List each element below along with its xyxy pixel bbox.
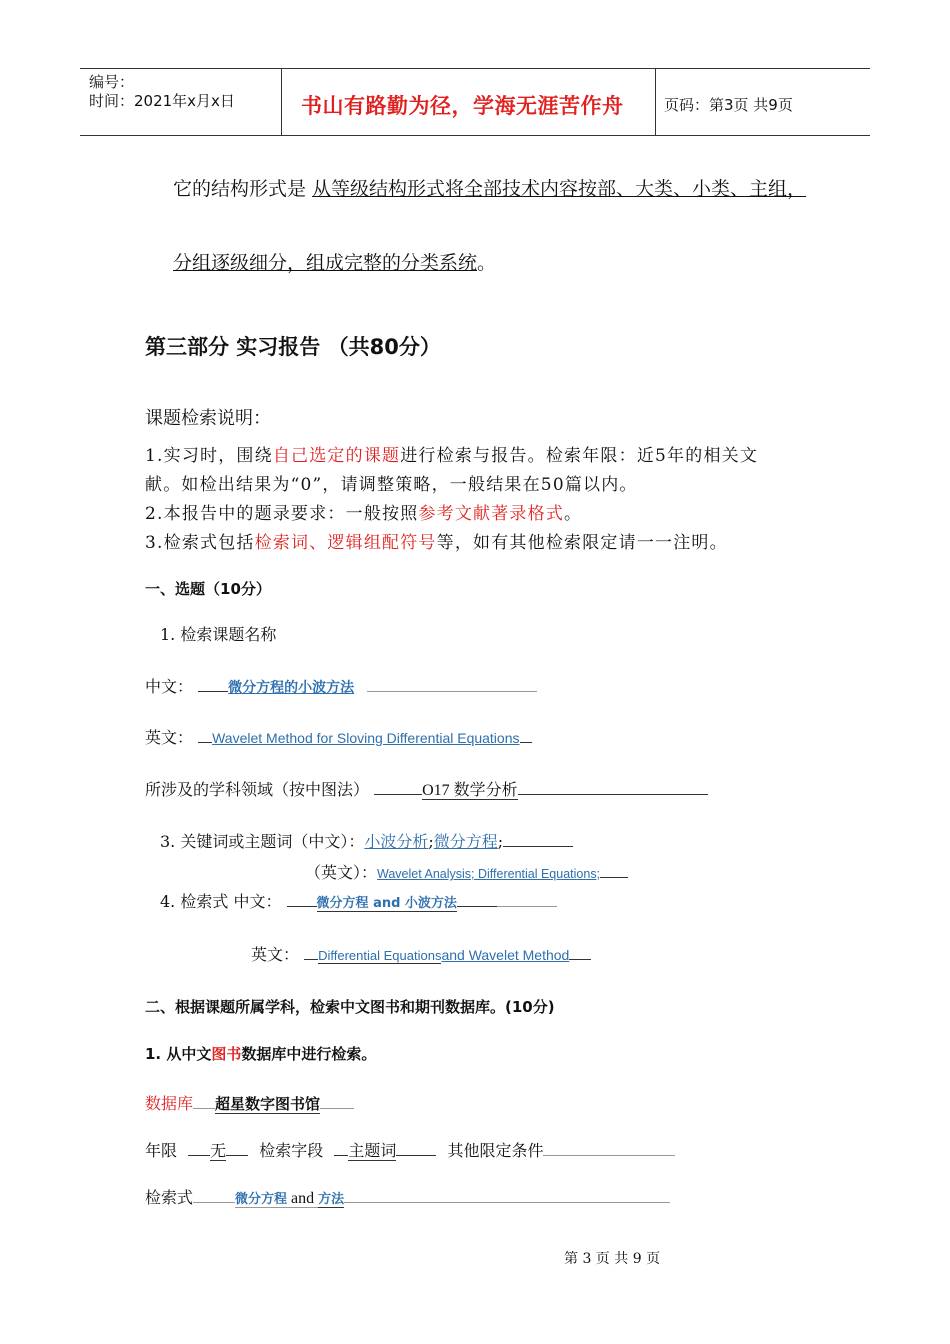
search-cn-row <box>160 889 557 912</box>
header-time-label: 时间：2021年x月x日 <box>89 92 235 110</box>
instruction-3-text-b: 等，如有其他检索限定请一一注明。 <box>436 533 728 553</box>
keywords-row <box>160 829 573 852</box>
intro-line-2 <box>173 248 496 275</box>
query-label: 检索式 <box>145 1188 194 1207</box>
field-value[interactable]: 主题词 <box>348 1141 397 1160</box>
keywords-en-label: （英文）： <box>305 863 378 882</box>
blank <box>198 726 212 743</box>
field-label: 检索字段 <box>259 1141 324 1160</box>
keywords-en-value[interactable]: Wavelet Analysis; Differential Equations; <box>377 867 601 881</box>
header-bottom-rule <box>80 135 870 136</box>
topic-en-label: 英文： <box>145 728 194 747</box>
blank <box>457 890 497 907</box>
search-cn-value[interactable]: 微分方程 and 小波方法 <box>316 896 457 911</box>
blank <box>334 1139 348 1156</box>
blank <box>374 778 422 795</box>
blank <box>304 943 318 960</box>
instruction-1-text-b: 进行检索与报告。检索年限：近5年的相关文 <box>400 446 759 466</box>
header-divider-left <box>281 68 282 136</box>
topic-cn-row <box>145 674 537 697</box>
instruction-item-2 <box>145 499 582 524</box>
database-row <box>145 1091 354 1114</box>
blank <box>320 1092 354 1109</box>
blank <box>569 943 591 960</box>
query-value-2[interactable]: 方法 <box>318 1192 345 1207</box>
section2-heading: 二、根据课题所属学科，检索中文图书和期刊数据库。(10分) <box>145 998 555 1016</box>
topic-cn-value[interactable]: 微分方程的小波方法 <box>228 680 355 696</box>
intro-line-1 <box>173 174 806 201</box>
database-value[interactable]: 超星数字图书馆 <box>215 1095 321 1113</box>
instruction-2-text-a: 2.本报告中的题录要求：一般按照 <box>145 504 419 524</box>
instruction-1-highlight: 自己选定的课题 <box>272 446 401 466</box>
intro-answer-line2: 分组逐级细分，组成完整的分类系统 <box>173 252 478 274</box>
blank <box>396 1139 436 1156</box>
blank <box>226 1139 248 1156</box>
section2-sub1-highlight: 图书 <box>211 1045 242 1063</box>
topic-en-value[interactable]: Wavelet Method for Sloving Differential Equations <box>212 730 520 746</box>
blank <box>520 726 532 743</box>
instruction-3-text-a: 3.检索式包括 <box>145 533 255 553</box>
query-value-1[interactable]: 微分方程 <box>235 1192 288 1207</box>
topic-label: 1. 检索课题名称 <box>160 625 277 644</box>
query-row <box>145 1185 670 1208</box>
intro-answer-line1: 从等级结构形式将全部技术内容按部、大类、小类、主组， <box>312 178 807 200</box>
limits-row <box>145 1138 675 1161</box>
keyword-cn-end: ; <box>497 832 504 851</box>
keyword-cn-1[interactable]: 小波分析 <box>364 832 429 851</box>
keywords-en-row <box>305 860 628 883</box>
header-motto: 书山有路勤为径，学海无涯苦作舟 <box>301 94 624 118</box>
blank <box>287 890 317 907</box>
keyword-cn-2[interactable]: 微分方程 <box>433 832 498 851</box>
instruction-1-text-a: 1.实习时，围绕 <box>145 446 273 466</box>
header-divider-right <box>655 68 656 136</box>
search-en-value-1[interactable]: Differential Equations <box>318 948 442 963</box>
topic-cn-label: 中文： <box>145 677 194 696</box>
header-code-label: 编号： <box>89 73 135 91</box>
instruction-item-1-cont: 献。如检出结果为“0”，请调整策略，一般结果在50篇以内。 <box>145 475 638 495</box>
blank <box>198 675 228 692</box>
other-conditions-label: 其他限定条件 <box>447 1141 544 1160</box>
search-label: 4. 检索式 中文： <box>160 892 282 911</box>
intro-suffix: 。 <box>477 252 497 274</box>
instructions-heading: 课题检索说明： <box>145 408 271 429</box>
query-operator: and <box>287 1190 319 1207</box>
blank <box>344 1186 670 1203</box>
instruction-item-3 <box>145 528 728 553</box>
instruction-2-text-b: 。 <box>564 504 583 524</box>
blank <box>518 778 708 795</box>
subject-value[interactable]: O17 数学分析 <box>422 782 518 799</box>
subject-row <box>145 777 708 800</box>
blank <box>503 830 573 847</box>
instruction-2-highlight: 参考文献著录格式 <box>418 504 565 524</box>
topic-en-row <box>145 725 532 748</box>
header-page-info: 页码：第3页 共9页 <box>664 96 793 114</box>
search-en-label: 英文： <box>251 945 300 964</box>
instruction-item-1 <box>145 441 758 466</box>
years-label: 年限 <box>145 1141 178 1160</box>
blank <box>188 1139 210 1156</box>
years-value[interactable]: 无 <box>210 1141 227 1160</box>
keyword-cn-separator: ; <box>428 832 434 851</box>
other-conditions-field[interactable] <box>543 1139 675 1156</box>
subject-label: 所涉及的学科领域（按中图法） <box>145 780 370 799</box>
blank <box>193 1092 215 1109</box>
part3-title: 第三部分 实习报告 （共80分） <box>145 335 441 359</box>
section2-sub1-text-a: 1. 从中文 <box>145 1045 212 1063</box>
keywords-label: 3. 关键词或主题词（中文）： <box>160 832 365 851</box>
blank <box>193 1186 235 1203</box>
section2-sub1 <box>145 1043 376 1064</box>
blank <box>497 890 557 907</box>
database-label: 数据库 <box>145 1094 194 1113</box>
blank <box>367 675 537 692</box>
search-en-value-2[interactable]: and Wavelet Method <box>441 947 570 963</box>
instruction-3-highlight: 检索词、逻辑组配符号 <box>254 533 437 553</box>
section1-heading: 一、选题（10分） <box>145 580 271 598</box>
section2-sub1-text-b: 数据库中进行检索。 <box>241 1045 377 1063</box>
header-top-rule <box>80 68 870 69</box>
blank <box>600 861 628 878</box>
intro-prefix: 它的结构形式是 <box>173 178 313 200</box>
footer-page-number: 第 3 页 共 9 页 <box>564 1251 661 1267</box>
search-en-row <box>251 942 591 965</box>
